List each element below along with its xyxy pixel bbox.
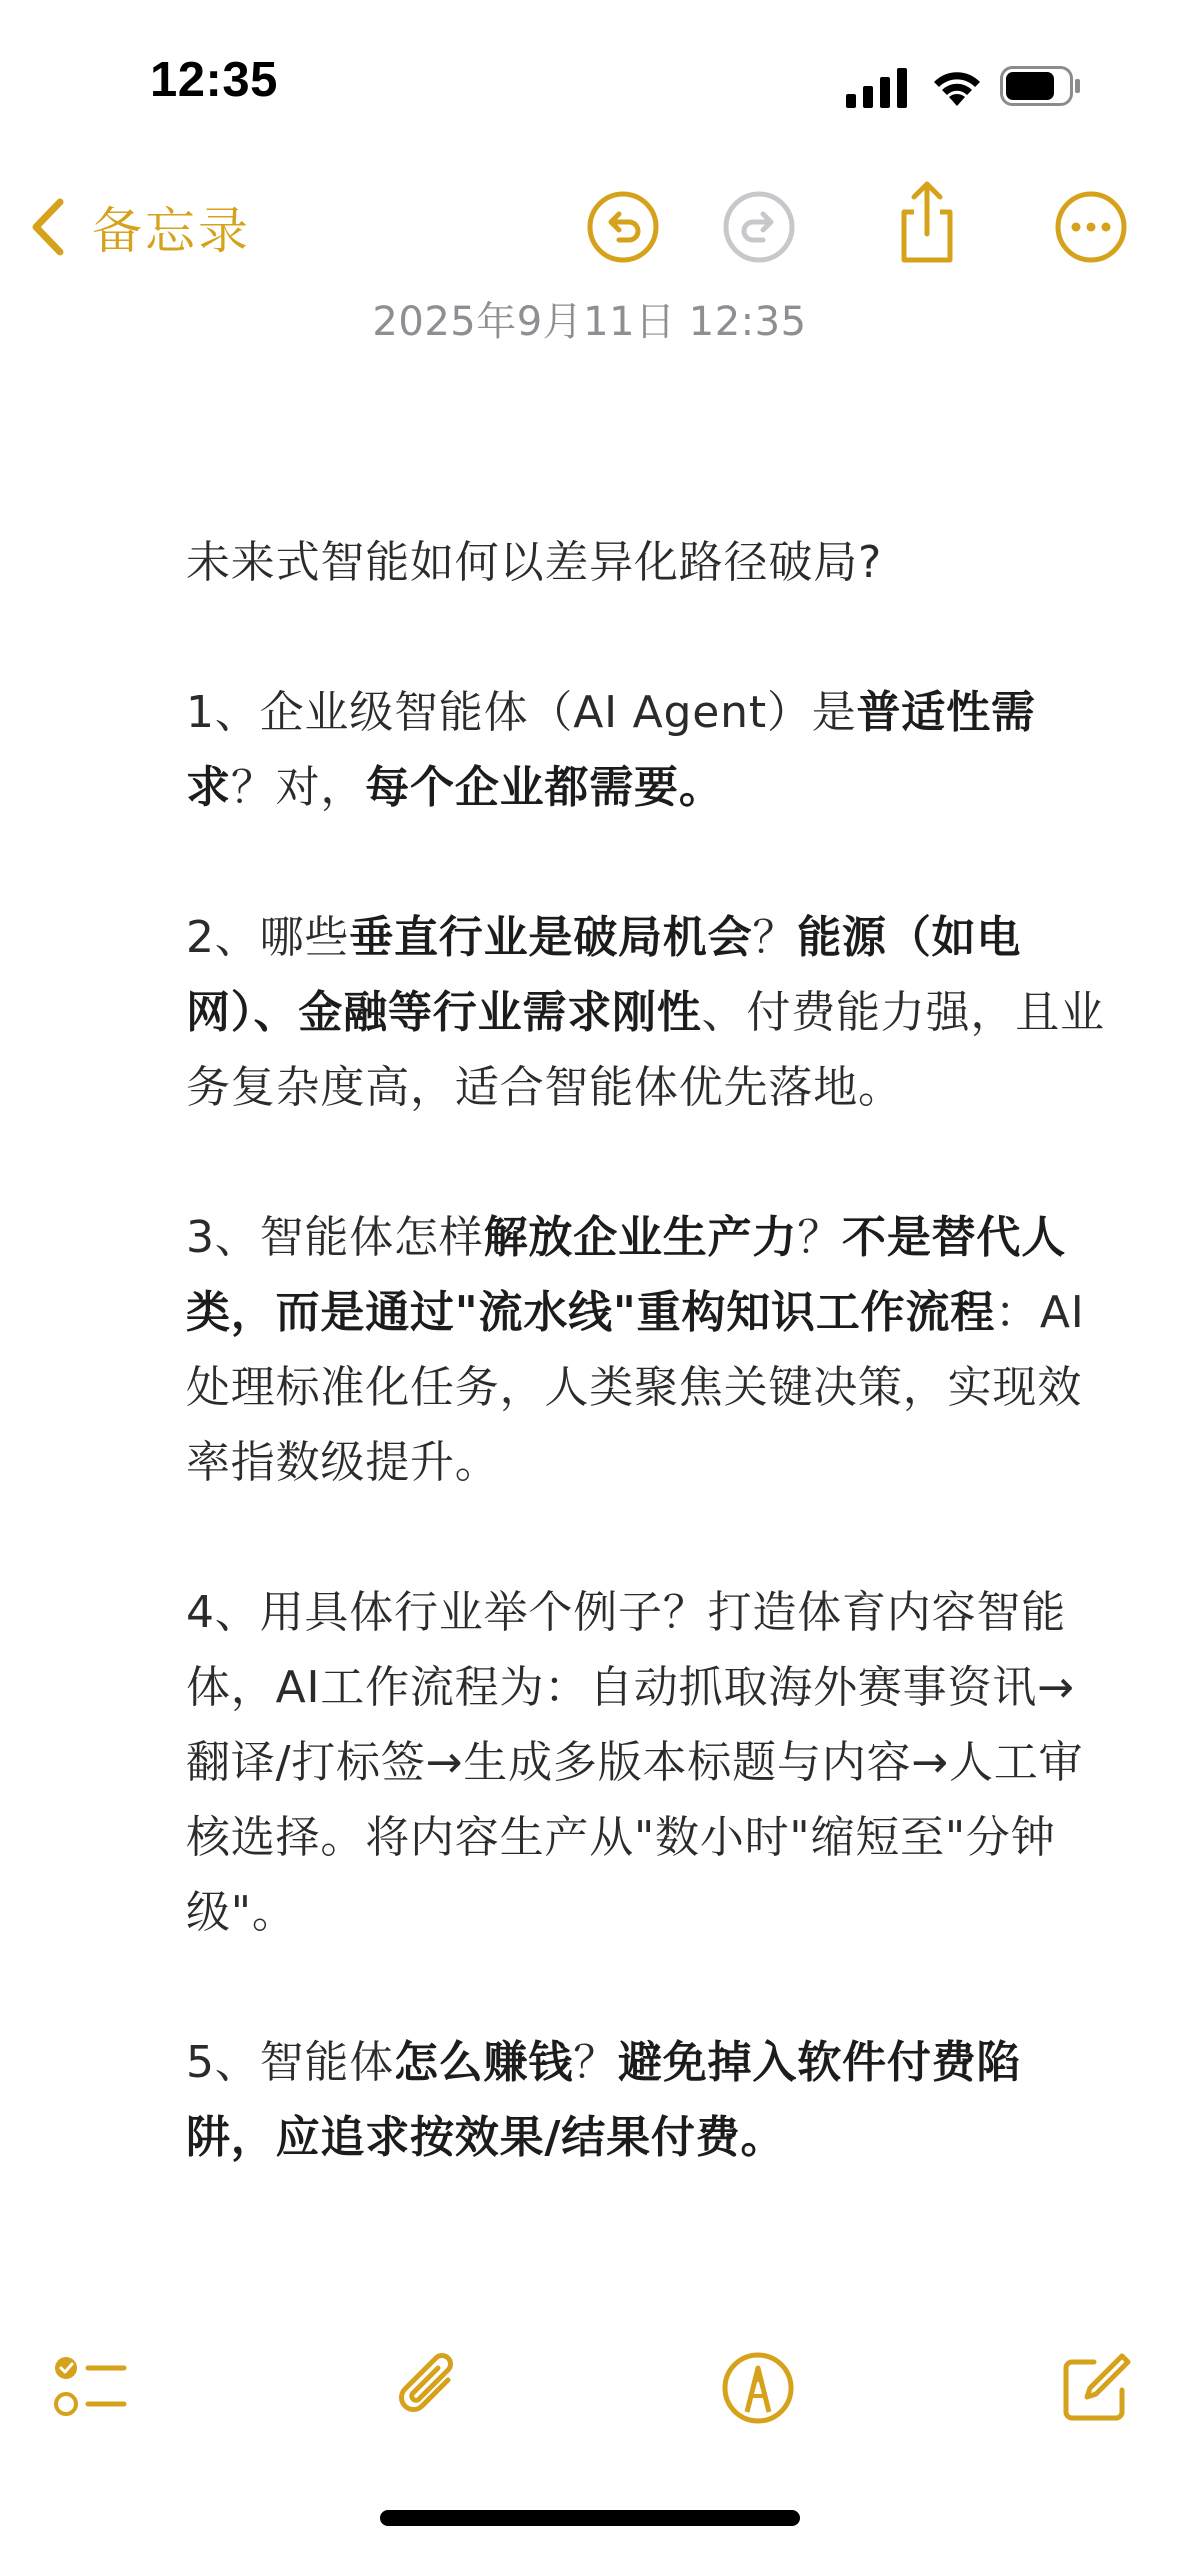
text-run: ？ — [573, 2037, 619, 2088]
text-run: 2、哪些 — [186, 912, 350, 963]
text-run: 4、用具体行业举个例子？打造体育内容智能体，AI工作流程为：自动抓取海外赛事资讯→翻译/打标签→生成多版本标题与内容→人工审核选择。将内容生产从"数小时"缩短至"分钟级"。 — [186, 1587, 1084, 1938]
cellular-signal-icon — [846, 68, 910, 108]
bold-run: 不是替代人类，而是通过"流水线"重构知识工作流程 — [186, 1212, 1067, 1338]
text-run: ：AI处理标准化任务，人类聚焦关键决策，实现效率指数级提升。 — [186, 1287, 1085, 1488]
home-indicator[interactable] — [380, 2510, 800, 2526]
bold-run: 普适性需求 — [186, 687, 1036, 813]
back-button[interactable] — [26, 192, 251, 262]
undo-button[interactable] — [586, 190, 660, 264]
bold-run: 垂直行业是破局机会 — [349, 912, 753, 963]
attachment-icon — [392, 2350, 468, 2426]
text-run: 1、企业级智能体（AI Agent）是 — [186, 687, 857, 738]
text-run: 3、智能体怎样 — [186, 1212, 484, 1263]
share-button[interactable] — [890, 180, 964, 264]
bold-run: 解放企业生产力 — [483, 1212, 798, 1263]
text-run: 5、智能体 — [186, 2037, 394, 2088]
bold-run: 每个企业都需要。 — [365, 762, 724, 813]
more-button[interactable] — [1054, 190, 1128, 264]
checklist-icon — [52, 2350, 128, 2426]
checklist-button[interactable] — [52, 2350, 128, 2426]
compose-button[interactable] — [1058, 2350, 1134, 2426]
bold-run: 能源（如电网）、金融等行业需求刚性 — [186, 912, 1022, 1038]
bold-run: 怎么赚钱 — [394, 2037, 574, 2088]
status-time: 12:35 — [150, 53, 278, 107]
back-button-label: 备忘录 — [92, 202, 251, 260]
note-paragraph-3 — [186, 1200, 1106, 1500]
text-run: ？ — [797, 1212, 843, 1263]
note-paragraph-2 — [186, 900, 1106, 1125]
note-title: 未来式智能如何以差异化路径破局? — [186, 537, 883, 588]
compose-icon — [1058, 2350, 1134, 2426]
markup-button[interactable] — [720, 2350, 796, 2426]
share-icon — [890, 180, 964, 264]
more-icon — [1054, 190, 1128, 264]
undo-icon — [586, 190, 660, 264]
note-paragraph-4 — [186, 1575, 1106, 1950]
redo-button[interactable] — [722, 190, 796, 264]
text-run: ？对， — [230, 762, 366, 813]
markup-icon — [720, 2350, 796, 2426]
note-paragraph-1 — [186, 675, 1106, 825]
battery-icon — [1000, 66, 1082, 106]
note-paragraph-5 — [186, 2025, 1106, 2175]
bold-run: 避免掉入软件付费陷阱，应追求按效果/结果付费。 — [186, 2037, 1022, 2163]
attachment-button[interactable] — [392, 2350, 468, 2426]
text-run: ？ — [752, 912, 798, 963]
note-body[interactable] — [186, 525, 1106, 2250]
text-run: 、付费能力强，且业务复杂度高，适合智能体优先落地。 — [186, 987, 1105, 1113]
wifi-icon — [928, 64, 986, 108]
redo-icon — [722, 190, 796, 264]
chevron-left-icon — [26, 196, 68, 258]
note-date: 2025年9月11日 12:35 — [372, 299, 807, 345]
